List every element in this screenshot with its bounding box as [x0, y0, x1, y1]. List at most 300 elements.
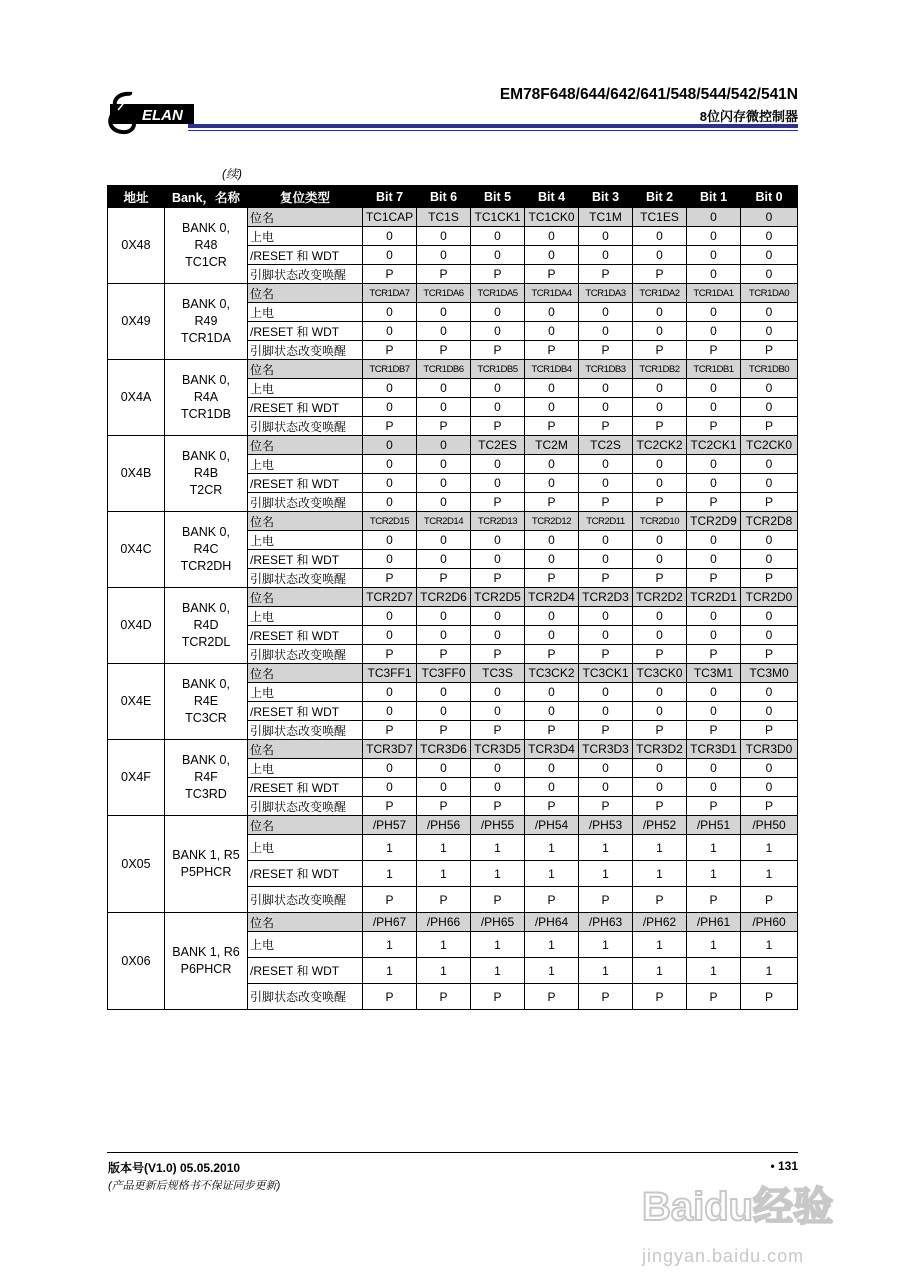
column-header: 地址: [108, 186, 165, 208]
bank-line: R4C: [193, 542, 219, 556]
bit-value-cell: P: [687, 493, 741, 512]
bit-name-cell: TCR2D4: [525, 588, 579, 607]
bit-value-cell: P: [525, 265, 579, 284]
reset-type-label: 上电: [248, 455, 363, 474]
bank-line: BANK 1, R6: [172, 945, 240, 959]
bit-value-cell: 0: [363, 759, 417, 778]
bit-name-cell: TCR1DB1: [687, 360, 741, 379]
bit-value-cell: P: [579, 493, 633, 512]
bit-value-cell: 0: [471, 626, 525, 645]
register-address: 0X4B: [108, 436, 165, 512]
bit-name-cell: TCR1DB5: [471, 360, 525, 379]
bit-value-cell: 0: [363, 246, 417, 265]
bit-value-cell: P: [633, 569, 687, 588]
bit-value-cell: 0: [363, 626, 417, 645]
bit-value-cell: 0: [363, 303, 417, 322]
bit-value-cell: P: [687, 887, 741, 913]
bit-value-cell: 1: [417, 932, 471, 958]
page-number: • 131: [770, 1159, 798, 1173]
bit-name-cell: TCR3D7: [363, 740, 417, 759]
bit-value-cell: 0: [741, 455, 798, 474]
bit-value-cell: 0: [525, 474, 579, 493]
bit-value-cell: P: [471, 721, 525, 740]
reset-type-label: 位名: [248, 436, 363, 455]
footer-version: 版本号(V1.0) 05.05.2010: [108, 1161, 241, 1175]
svg-text:ELAN: ELAN: [142, 107, 183, 124]
register-bank-name: [165, 436, 248, 512]
reset-type-label: 位名: [248, 664, 363, 683]
bit-value-cell: 0: [525, 379, 579, 398]
column-header: Bank，名称: [165, 186, 248, 208]
bit-name-row: [108, 913, 798, 932]
header-rule-thin: [188, 130, 798, 131]
bit-value-cell: P: [471, 797, 525, 816]
bit-value-cell: 1: [525, 932, 579, 958]
register-group: [108, 512, 798, 588]
register-address: 0X4D: [108, 588, 165, 664]
bit-value-cell: P: [417, 265, 471, 284]
bit-value-cell: 0: [687, 702, 741, 721]
bit-value-cell: P: [741, 887, 798, 913]
bit-value-cell: 0: [633, 702, 687, 721]
bit-value-cell: 0: [633, 398, 687, 417]
bit-value-cell: 0: [633, 474, 687, 493]
bank-line: T2CR: [189, 483, 223, 497]
reset-type-label: /RESET 和 WDT: [248, 474, 363, 493]
register-group: [108, 360, 798, 436]
bit-value-cell: 1: [525, 861, 579, 887]
reset-type-label: 位名: [248, 816, 363, 835]
bit-name-cell: TCR1DB7: [363, 360, 417, 379]
bit-name-cell: TCR3D2: [633, 740, 687, 759]
bit-value-cell: 0: [741, 398, 798, 417]
register-group: [108, 664, 798, 740]
bit-value-cell: 0: [633, 778, 687, 797]
bit-value-cell: P: [741, 797, 798, 816]
bit-value-cell: 0: [525, 227, 579, 246]
register-group: [108, 588, 798, 664]
bank-line: R49: [194, 314, 218, 328]
footer-note: (产品更新后规格书不保证同步更新): [108, 1180, 281, 1192]
bit-value-cell: 0: [525, 531, 579, 550]
bit-name-cell: TCR2D14: [417, 512, 471, 531]
header-rule: [188, 124, 798, 128]
bit-value-cell: 0: [687, 265, 741, 284]
bank-line: BANK 0,: [182, 525, 230, 539]
bit-value-cell: P: [633, 797, 687, 816]
bit-value-cell: 0: [363, 550, 417, 569]
bit-value-cell: 1: [687, 932, 741, 958]
bit-value-cell: P: [471, 265, 525, 284]
register-bank-name: [165, 913, 248, 1010]
bit-value-cell: P: [633, 265, 687, 284]
bit-name-cell: /PH67: [363, 913, 417, 932]
bit-value-cell: 0: [741, 531, 798, 550]
bit-value-cell: 0: [363, 398, 417, 417]
bit-value-cell: P: [417, 984, 471, 1010]
bit-value-cell: 0: [579, 550, 633, 569]
bit-value-cell: 0: [417, 379, 471, 398]
bit-value-cell: 1: [741, 958, 798, 984]
bit-value-cell: 0: [687, 246, 741, 265]
bit-value-cell: 0: [579, 778, 633, 797]
bit-value-cell: P: [525, 984, 579, 1010]
bit-value-cell: 0: [525, 322, 579, 341]
register-address: 0X06: [108, 913, 165, 1010]
bit-name-cell: TC3FF0: [417, 664, 471, 683]
bit-value-cell: 1: [417, 861, 471, 887]
register-bank-name: [165, 664, 248, 740]
bit-value-cell: 0: [687, 759, 741, 778]
bit-value-cell: 0: [525, 702, 579, 721]
bank-line: R4B: [193, 466, 219, 480]
footer-rule: [107, 1152, 798, 1153]
register-group: [108, 740, 798, 816]
bit-name-cell: TCR1DA4: [525, 284, 579, 303]
bit-value-cell: P: [471, 984, 525, 1010]
register-address: 0X4F: [108, 740, 165, 816]
reset-type-label: 引脚状态改变唤醒: [248, 569, 363, 588]
bit-name-cell: TCR1DB2: [633, 360, 687, 379]
bit-value-cell: 0: [417, 702, 471, 721]
bit-name-cell: TCR1DB3: [579, 360, 633, 379]
watermark-url: jingyan.baidu.com: [642, 1246, 805, 1266]
bit-value-cell: 0: [363, 322, 417, 341]
column-header: Bit 3: [579, 186, 633, 208]
bit-value-cell: 0: [633, 626, 687, 645]
bit-value-cell: 0: [525, 778, 579, 797]
bit-name-cell: TCR1DA2: [633, 284, 687, 303]
bit-value-cell: 0: [633, 683, 687, 702]
reset-type-label: 位名: [248, 512, 363, 531]
bit-value-cell: 1: [633, 932, 687, 958]
bit-value-cell: P: [525, 887, 579, 913]
column-header: 复位类型: [248, 186, 363, 208]
bit-value-cell: 0: [363, 227, 417, 246]
reset-type-label: /RESET 和 WDT: [248, 398, 363, 417]
bit-value-cell: 1: [579, 958, 633, 984]
column-header: Bit 7: [363, 186, 417, 208]
bit-value-cell: P: [633, 887, 687, 913]
bit-value-cell: 1: [633, 861, 687, 887]
register-bank-name: [165, 208, 248, 284]
bit-name-cell: TCR1DA0: [741, 284, 798, 303]
bit-name-cell: TC2S: [579, 436, 633, 455]
bit-name-cell: TC3CK1: [579, 664, 633, 683]
bit-value-cell: 1: [633, 835, 687, 861]
bank-line: R48: [194, 238, 218, 252]
bit-name-cell: /PH50: [741, 816, 798, 835]
bit-value-cell: 1: [471, 958, 525, 984]
bit-value-cell: 0: [417, 322, 471, 341]
bit-value-cell: 0: [579, 246, 633, 265]
register-group: [108, 284, 798, 360]
bit-name-cell: TCR1DA7: [363, 284, 417, 303]
bit-value-cell: P: [525, 493, 579, 512]
bit-name-row: [108, 588, 798, 607]
bit-value-cell: 0: [525, 246, 579, 265]
bit-value-cell: 0: [687, 683, 741, 702]
bank-line: P6PHCR: [180, 962, 232, 976]
bit-value-cell: 0: [741, 607, 798, 626]
reset-type-label: 位名: [248, 588, 363, 607]
bit-value-cell: P: [525, 645, 579, 664]
bit-value-cell: 0: [363, 455, 417, 474]
bit-value-cell: 1: [633, 958, 687, 984]
bit-value-cell: 0: [363, 778, 417, 797]
bit-value-cell: 0: [471, 550, 525, 569]
bit-value-cell: 0: [417, 607, 471, 626]
bit-value-cell: 0: [417, 759, 471, 778]
bit-value-cell: 0: [687, 303, 741, 322]
bit-value-cell: P: [363, 417, 417, 436]
reset-type-label: 上电: [248, 531, 363, 550]
bit-name-cell: /PH57: [363, 816, 417, 835]
bit-value-cell: 0: [741, 246, 798, 265]
bank-line: R4D: [193, 618, 219, 632]
bit-value-cell: P: [363, 721, 417, 740]
bit-value-cell: 0: [471, 474, 525, 493]
bit-name-cell: TC3M0: [741, 664, 798, 683]
bit-name-cell: TC1CAP: [363, 208, 417, 227]
bit-value-cell: 0: [579, 474, 633, 493]
bit-value-cell: P: [363, 569, 417, 588]
bit-value-cell: P: [363, 984, 417, 1010]
bit-value-cell: 0: [525, 550, 579, 569]
bit-value-cell: 0: [363, 379, 417, 398]
bit-value-cell: P: [417, 645, 471, 664]
bit-value-cell: 0: [471, 702, 525, 721]
bit-name-cell: TCR2D3: [579, 588, 633, 607]
bit-value-cell: P: [687, 341, 741, 360]
bit-name-row: [108, 740, 798, 759]
bit-name-cell: TCR2D9: [687, 512, 741, 531]
bit-value-cell: 0: [687, 227, 741, 246]
reset-type-label: 上电: [248, 379, 363, 398]
baidu-watermark: [640, 1168, 850, 1248]
bit-value-cell: 0: [363, 607, 417, 626]
bit-name-cell: TC2CK2: [633, 436, 687, 455]
bit-value-cell: 1: [471, 835, 525, 861]
bit-name-cell: /PH62: [633, 913, 687, 932]
bit-value-cell: 0: [579, 626, 633, 645]
bit-name-cell: 0: [741, 208, 798, 227]
bit-value-cell: P: [579, 887, 633, 913]
reset-type-label: 位名: [248, 284, 363, 303]
bit-value-cell: 0: [579, 322, 633, 341]
bit-value-cell: 0: [417, 398, 471, 417]
bit-value-cell: P: [363, 341, 417, 360]
bit-value-cell: P: [633, 493, 687, 512]
bit-name-cell: TC1CK0: [525, 208, 579, 227]
bit-value-cell: P: [687, 569, 741, 588]
bit-value-cell: 0: [741, 322, 798, 341]
bit-value-cell: 1: [417, 958, 471, 984]
bit-name-cell: TCR2D2: [633, 588, 687, 607]
bit-value-cell: 1: [687, 861, 741, 887]
bit-value-cell: 0: [633, 303, 687, 322]
bank-line: TC3CR: [185, 711, 227, 725]
bit-value-cell: P: [633, 417, 687, 436]
bit-name-cell: TCR2D13: [471, 512, 525, 531]
column-header: Bit 6: [417, 186, 471, 208]
bit-value-cell: 0: [687, 550, 741, 569]
bit-name-cell: 0: [687, 208, 741, 227]
reset-type-label: 引脚状态改变唤醒: [248, 887, 363, 913]
bit-value-cell: 0: [687, 531, 741, 550]
bit-value-cell: P: [741, 417, 798, 436]
bit-name-cell: TCR1DA1: [687, 284, 741, 303]
register-address: 0X4A: [108, 360, 165, 436]
bit-value-cell: 0: [525, 303, 579, 322]
bit-value-cell: 0: [417, 474, 471, 493]
bit-name-cell: /PH53: [579, 816, 633, 835]
bank-line: BANK 0,: [182, 677, 230, 691]
bit-value-cell: 1: [363, 861, 417, 887]
bank-line: BANK 0,: [182, 449, 230, 463]
register-bank-name: [165, 360, 248, 436]
bit-value-cell: P: [741, 645, 798, 664]
bit-value-cell: 0: [633, 759, 687, 778]
bit-value-cell: 1: [741, 835, 798, 861]
reset-type-label: /RESET 和 WDT: [248, 778, 363, 797]
bit-value-cell: 0: [579, 531, 633, 550]
reset-type-label: 引脚状态改变唤醒: [248, 984, 363, 1010]
bit-value-cell: P: [525, 797, 579, 816]
reset-type-label: 引脚状态改变唤醒: [248, 493, 363, 512]
bank-line: TCR2DH: [180, 559, 232, 573]
bit-value-cell: 0: [471, 607, 525, 626]
bit-name-cell: TC3FF1: [363, 664, 417, 683]
bit-value-cell: 0: [741, 778, 798, 797]
bit-value-cell: P: [687, 797, 741, 816]
bit-value-cell: P: [741, 493, 798, 512]
reset-type-label: 上电: [248, 227, 363, 246]
bit-name-cell: TCR2D8: [741, 512, 798, 531]
bit-value-cell: 0: [363, 531, 417, 550]
bit-name-cell: TCR2D10: [633, 512, 687, 531]
register-address: 0X48: [108, 208, 165, 284]
bit-value-cell: 0: [741, 626, 798, 645]
bit-value-cell: P: [471, 645, 525, 664]
column-header: Bit 5: [471, 186, 525, 208]
reset-type-label: /RESET 和 WDT: [248, 958, 363, 984]
bit-value-cell: P: [525, 341, 579, 360]
bit-value-cell: 0: [633, 607, 687, 626]
bit-value-cell: 0: [687, 474, 741, 493]
bit-value-cell: P: [687, 984, 741, 1010]
bit-name-cell: /PH64: [525, 913, 579, 932]
bit-name-cell: TCR2D1: [687, 588, 741, 607]
bit-value-cell: P: [417, 341, 471, 360]
bit-name-cell: TCR2D7: [363, 588, 417, 607]
bit-value-cell: 0: [741, 474, 798, 493]
register-group: [108, 208, 798, 284]
bit-value-cell: P: [471, 569, 525, 588]
bit-name-cell: TCR2D12: [525, 512, 579, 531]
reset-type-label: 上电: [248, 683, 363, 702]
bit-name-cell: TCR3D1: [687, 740, 741, 759]
bit-value-cell: 0: [633, 550, 687, 569]
bit-name-cell: TCR3D5: [471, 740, 525, 759]
bit-value-cell: 1: [525, 958, 579, 984]
bit-name-cell: TC1M: [579, 208, 633, 227]
bank-line: R4A: [193, 390, 219, 404]
reset-type-label: /RESET 和 WDT: [248, 246, 363, 265]
reset-type-label: 引脚状态改变唤醒: [248, 341, 363, 360]
bit-value-cell: 0: [471, 303, 525, 322]
bit-name-cell: /PH56: [417, 816, 471, 835]
bit-value-cell: P: [417, 721, 471, 740]
bit-name-cell: TCR3D0: [741, 740, 798, 759]
bit-value-cell: 0: [525, 683, 579, 702]
bit-name-row: [108, 512, 798, 531]
bit-name-cell: TCR1DB0: [741, 360, 798, 379]
bank-line: R4F: [194, 770, 218, 784]
reset-type-label: 引脚状态改变唤醒: [248, 645, 363, 664]
bit-value-cell: 1: [471, 861, 525, 887]
bit-value-cell: 0: [417, 778, 471, 797]
reset-type-label: /RESET 和 WDT: [248, 322, 363, 341]
bit-value-cell: 0: [417, 683, 471, 702]
column-header: Bit 0: [741, 186, 798, 208]
bit-name-cell: TCR3D4: [525, 740, 579, 759]
bank-line: P5PHCR: [180, 865, 232, 879]
bit-value-cell: 0: [363, 683, 417, 702]
bit-value-cell: P: [525, 569, 579, 588]
bit-value-cell: P: [633, 341, 687, 360]
bit-value-cell: 0: [417, 227, 471, 246]
bit-value-cell: 0: [525, 607, 579, 626]
register-bank-name: [165, 740, 248, 816]
column-header: Bit 4: [525, 186, 579, 208]
bit-value-cell: 1: [363, 835, 417, 861]
bit-value-cell: P: [687, 721, 741, 740]
bank-line: TCR2DL: [181, 635, 231, 649]
bit-name-cell: /PH60: [741, 913, 798, 932]
bit-value-cell: 0: [471, 398, 525, 417]
bit-value-cell: 0: [687, 455, 741, 474]
bit-value-cell: 0: [417, 246, 471, 265]
bit-value-cell: P: [417, 797, 471, 816]
bank-line: BANK 0,: [182, 221, 230, 235]
bit-value-cell: 1: [687, 958, 741, 984]
bit-name-cell: TCR2D15: [363, 512, 417, 531]
bit-value-cell: P: [363, 645, 417, 664]
bit-value-cell: 0: [525, 455, 579, 474]
bit-value-cell: 1: [525, 835, 579, 861]
bit-value-cell: 1: [471, 932, 525, 958]
bit-value-cell: 1: [579, 932, 633, 958]
bit-value-cell: 0: [741, 379, 798, 398]
bit-name-cell: /PH66: [417, 913, 471, 932]
bit-value-cell: P: [525, 721, 579, 740]
bit-value-cell: 0: [687, 607, 741, 626]
bit-value-cell: 0: [741, 550, 798, 569]
bit-value-cell: P: [471, 493, 525, 512]
bit-value-cell: 0: [579, 227, 633, 246]
bit-value-cell: P: [417, 417, 471, 436]
bit-value-cell: 0: [579, 398, 633, 417]
bit-value-cell: 0: [741, 702, 798, 721]
reset-type-label: 引脚状态改变唤醒: [248, 417, 363, 436]
bank-line: TC1CR: [185, 255, 227, 269]
bit-value-cell: 0: [417, 531, 471, 550]
bit-value-cell: 1: [363, 932, 417, 958]
bit-name-cell: TC3CK2: [525, 664, 579, 683]
bit-value-cell: P: [741, 569, 798, 588]
bit-name-cell: /PH65: [471, 913, 525, 932]
